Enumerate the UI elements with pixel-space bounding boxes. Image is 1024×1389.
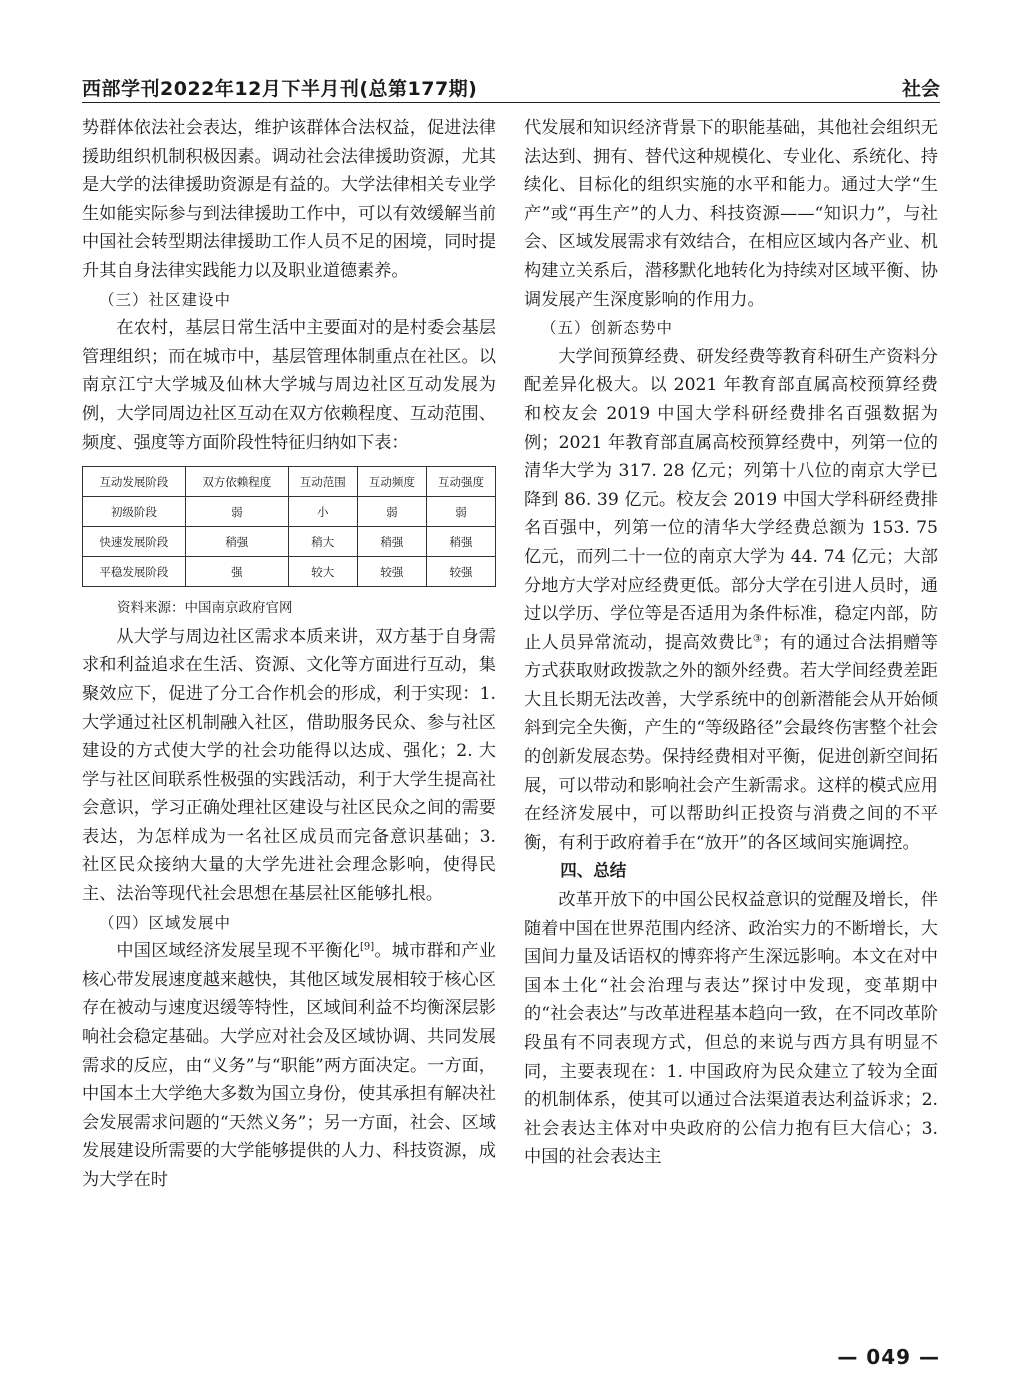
table-cell: 稍强 [185,527,288,557]
table-cell: 小 [288,497,357,527]
paragraph [82,937,496,1194]
section-label: 社会 [901,78,940,100]
paragraph: 从大学与周边社区需求本质来讲，双方基于自身需求和利益追求在生活、资源、文化等方面进行互动，集聚效应下，促进了分工合作机会的形成，利于实现：1. 大学通过社区机制融入社区，借助服务民众、参与社区建设的方式使大学的社会功能得以达成、强化；2. 大学与社区间联系性极强的实践活动，利于大学生提高社会意识，学习正确处理社区建设与社区民众之间的需要表达，为怎样成为一名社区成员而完备意识基础；3. 社区民众接纳大量的大学先进社会理念影响，使得民主、法治等现代社会思想在基层社区能够扎根。 [82,626,496,905]
table-cell: 较大 [288,557,357,587]
table-cell: 较强 [426,557,495,587]
citation-ref: [9] [360,941,375,953]
stage-table [82,466,496,587]
subsection-heading: （三）社区建设中 [99,290,232,309]
paragraph-text: 中国区域经济发展呈现不平衡化 [116,941,360,962]
paragraph: 改革开放下的中国公民权益意识的觉醒及增长，伴随着中国在世界范围内经济、政治实力的不断增长，大国间力量及话语权的博弈将产生深远影响。本文在对中国本土化“社会治理与表达”探讨中发现，变革期中的“社会表达”与改革进程基本趋向一致，在不同改革阶段虽有不同表现方式，但总的来说与西方具有明显不同，主要表现在：1. 中国政府为民众建立了较为全面的机制体系，使其可以通过合法渠道表达利益诉求；2. 社会表达主体对中央政府的公信力抱有巨大信心；3. 中国的社会表达主 [524,890,938,1168]
table-row [83,497,496,527]
page-number: — 049 — [837,1345,940,1369]
table-cell: 稍大 [288,527,357,557]
table-cell: 初级阶段 [83,497,186,527]
table-cell: 弱 [426,497,495,527]
paragraph-text: 大学间预算经费、研发经费等教育科研生产资料分配差异化极大。以 2021 年教育部直属高校预算经费和校友会 2019 中国大学科研经费排名百强数据为例；2021 年教育部直属高校预算经费中，列第一位的清华大学为 317. 28 亿元；列第十八位的南京大学已降到 86. 39 亿元。校友会 2019 中国大学科研经费排名百强中，列第一位的清华大学经费总额为 153. 75 亿元，而列二十一位的南京大学为 44. 74 亿元；大部分地方大学对应经费更低。部分大学在引进人员时，通过以学历、学位等是否适用为条件标准，稳定内部，防止人员异常流动，提高效费比 [524,346,938,653]
table-header-cell: 双方依赖程度 [185,467,288,497]
section-heading: 四、总结 [560,861,627,881]
table-cell: 弱 [185,497,288,527]
footnote-ref: ③ [752,632,763,644]
table-header-row [83,467,496,497]
table-row [83,527,496,557]
right-column [524,114,938,1172]
table-header-cell: 互动强度 [426,467,495,497]
paragraph: 在农村，基层日常生活中主要面对的是村委会基层管理组织；而在城市中，基层管理体制重点在社区。以南京江宁大学城及仙林大学城与周边社区互动发展为例，大学同周边社区互动在双方依赖程度、互动范围、频度、强度等方面阶段性特征归纳如下表： [82,318,496,453]
paragraph-text: ；有的通过合法捐赠等方式获取财政拨款之外的额外经费。若大学间经费差距大且长期无法改善，大学系统中的创新潜能会从开始倾斜到完全失衡，产生的“等级路径”会最终伤害整个社会的创新发展态势。保持经费相对平衡，促进创新空间拓展，可以带动和影响社会产生新需求。这样的模式应用在经济发展中，可以帮助纠正投资与消费之间的不平衡，有利于政府着手在“放开”的各区域间实施调控。 [524,632,938,853]
paragraph [524,343,938,858]
subsection-heading: （四）区域发展中 [99,913,232,932]
table-source-note: 资料来源：中国南京政府官网 [117,600,293,617]
subsection-heading: （五）创新态势中 [541,319,674,338]
table-cell: 平稳发展阶段 [83,557,186,587]
journal-title: 西部学刊2022年12月下半月刊(总第177期) [82,78,478,100]
table-cell: 较强 [357,557,426,587]
left-column [82,114,496,1195]
table-cell: 强 [185,557,288,587]
table-header-cell: 互动频度 [357,467,426,497]
running-header [82,72,940,103]
table-row [83,557,496,587]
table-cell: 弱 [357,497,426,527]
table-header-cell: 互动范围 [288,467,357,497]
paragraph: 势群体依法社会表达，维护该群体合法权益，促进法律援助组织机制积极因素。调动社会法律援助资源，尤其是大学的法律援助资源是有益的。大学法律相关专业学生如能实际参与到法律援助工作中，可以有效缓解当前中国社会转型期法律援助工作人员不足的困境，同时提升其自身法律实践能力以及职业道德素养。 [82,118,496,281]
table-cell: 稍强 [357,527,426,557]
table-cell: 稍强 [426,527,495,557]
table-header-cell: 互动发展阶段 [83,467,186,497]
table-cell: 快速发展阶段 [83,527,186,557]
paragraph: 代发展和知识经济背景下的职能基础，其他社会组织无法达到、拥有、替代这种规模化、专业化、系统化、持续化、目标化的组织实施的水平和能力。通过大学“生产”或“再生产”的人力、科技资源——“知识力”，与社会、区域发展需求有效结合，在相应区域内各产业、机构建立关系后，潜移默化地转化为持续对区域平衡、协调发展产生深度影响的作用力。 [524,118,938,310]
paragraph-text: 。城市群和产业核心带发展速度越来越快，其他区域发展相较于核心区存在被动与速度迟缓等特性，区域间利益不均衡深层影响社会稳定基础。大学应对社会及区域协调、共同发展需求的反应，由“义务”与“职能”两方面决定。一方面，中国本土大学绝大多数为国立身份，使其承担有解决社会发展需求问题的“天然义务”；另一方面，社会、区域发展建设所需要的大学能够提供的人力、科技资源，成为大学在时 [82,941,496,1190]
